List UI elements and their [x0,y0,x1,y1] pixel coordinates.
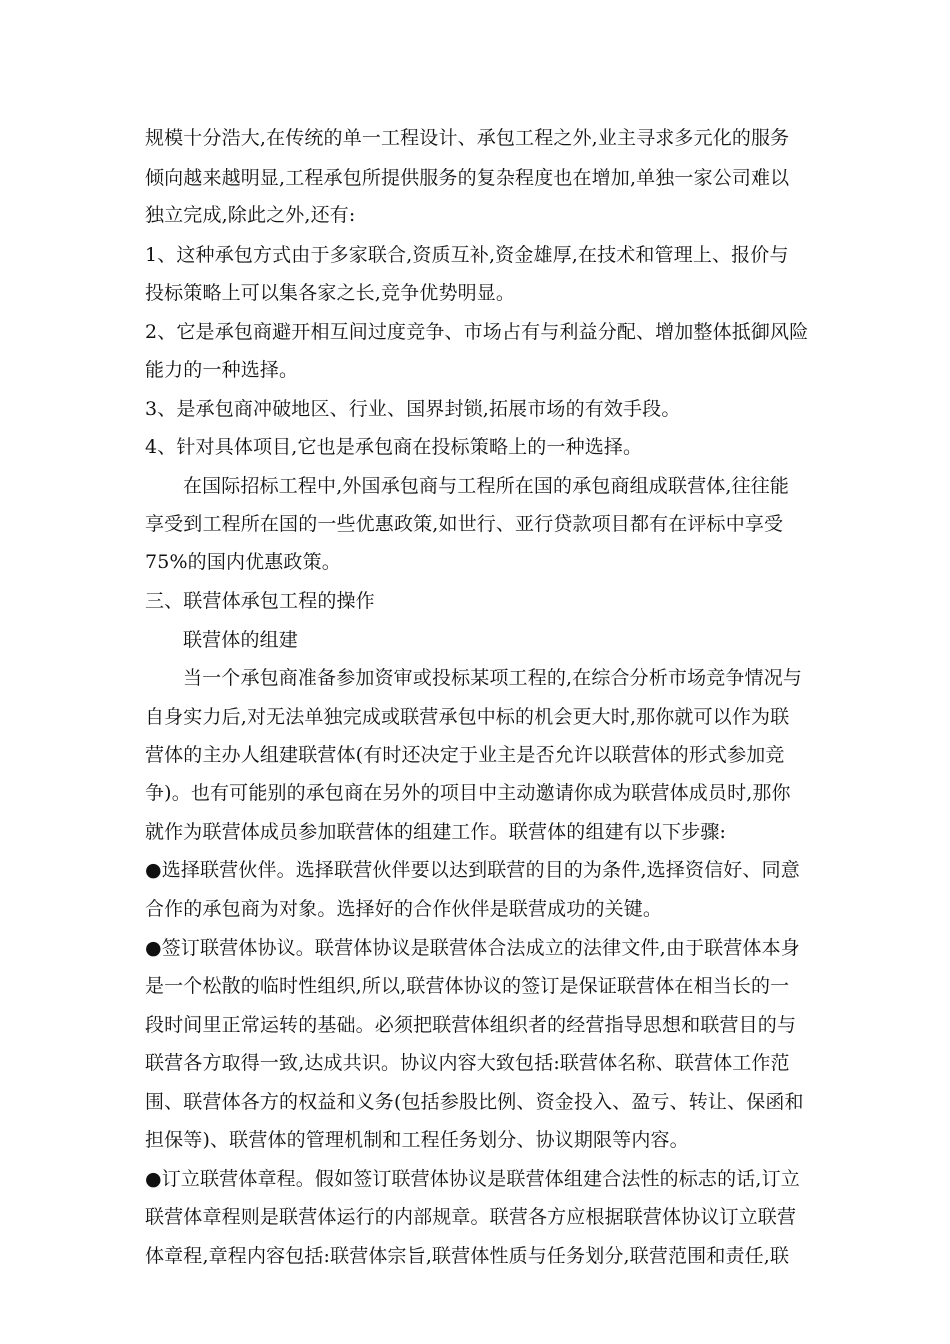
text-line: 倾向越来越明显,工程承包所提供服务的复杂程度也在增加,单独一家公司难以 [145,167,790,189]
paragraph-line: 享受到工程所在国的一些优惠政策,如世行、亚行贷款项目都有在评标中享受 [145,513,784,535]
list-item-line: 2、它是承包商避开相互间过度竞争、市场占有与利益分配、增加整体抵御风险 [145,321,809,343]
list-item-line: 1、这种承包方式由于多家联合,资质互补,资金雄厚,在技术和管理上、报价与 [145,244,789,266]
bullet-item-line: ●签订联营体协议。联营体协议是联营体合法成立的法律文件,由于联营体本身 [145,937,800,959]
subsection-heading: 联营体的组建 [183,629,298,651]
paragraph-line: 就作为联营体成员参加联营体的组建工作。联营体的组建有以下步骤: [145,821,727,843]
bullet-item-line: 段时间里正常运转的基础。必须把联营体组织者的经营指导思想和联营目的与 [145,1014,797,1036]
bullet-item-line: 联营各方取得一致,达成共识。协议内容大致包括:联营体名称、联营体工作范 [145,1052,790,1074]
bullet-item-line: 联营体章程则是联营体运行的内部规章。联营各方应根据联营体协议订立联营 [145,1206,797,1228]
bullet-item-line: ●选择联营伙伴。选择联营伙伴要以达到联营的目的为条件,选择资信好、同意 [145,859,800,881]
text-line: 规模十分浩大,在传统的单一工程设计、承包工程之外,业主寻求多元化的服务 [145,127,790,149]
paragraph-line: 当一个承包商准备参加资审或投标某项工程的,在综合分析市场竞争情况与 [183,667,802,689]
text-line: 独立完成,除此之外,还有: [145,204,356,226]
bullet-item-line: 体章程,章程内容包括:联营体宗旨,联营体性质与任务划分,联营范围和责任,联 [145,1245,790,1267]
paragraph-line: 自身实力后,对无法单独完成或联营承包中标的机会更大时,那你就可以作为联 [145,706,790,728]
paragraph-line: 75%的国内优惠政策。 [145,551,341,573]
list-item-line: 3、是承包商冲破地区、行业、国界封锁,拓展市场的有效手段。 [145,398,681,420]
section-heading: 三、联营体承包工程的操作 [145,590,375,612]
bullet-item-line: 是一个松散的临时性组织,所以,联营体协议的签订是保证联营体在相当长的一 [145,975,790,997]
bullet-item-line: ●订立联营体章程。假如签订联营体协议是联营体组建合法性的标志的话,订立 [145,1168,800,1190]
paragraph-line: 争)。也有可能别的承包商在另外的项目中主动邀请你成为联营体成员时,那你 [145,782,791,804]
paragraph-line: 在国际招标工程中,外国承包商与工程所在国的承包商组成联营体,往往能 [183,475,790,497]
bullet-item-line: 合作的承包商为对象。选择好的合作伙伴是联营成功的关键。 [145,898,663,920]
bullet-item-line: 担保等)、联营体的管理机制和工程任务划分、协议期限等内容。 [145,1129,689,1151]
list-item-line: 能力的一种选择。 [145,359,299,381]
bullet-item-line: 围、联营体各方的权益和义务(包括参股比例、资金投入、盈亏、转让、保函和 [145,1091,804,1113]
list-item-line: 4、针对具体项目,它也是承包商在投标策略上的一种选择。 [145,436,643,458]
paragraph-line: 营体的主办人组建联营体(有时还决定于业主是否允许以联营体的形式参加竞 [145,744,785,766]
list-item-line: 投标策略上可以集各家之长,竞争优势明显。 [145,282,516,304]
